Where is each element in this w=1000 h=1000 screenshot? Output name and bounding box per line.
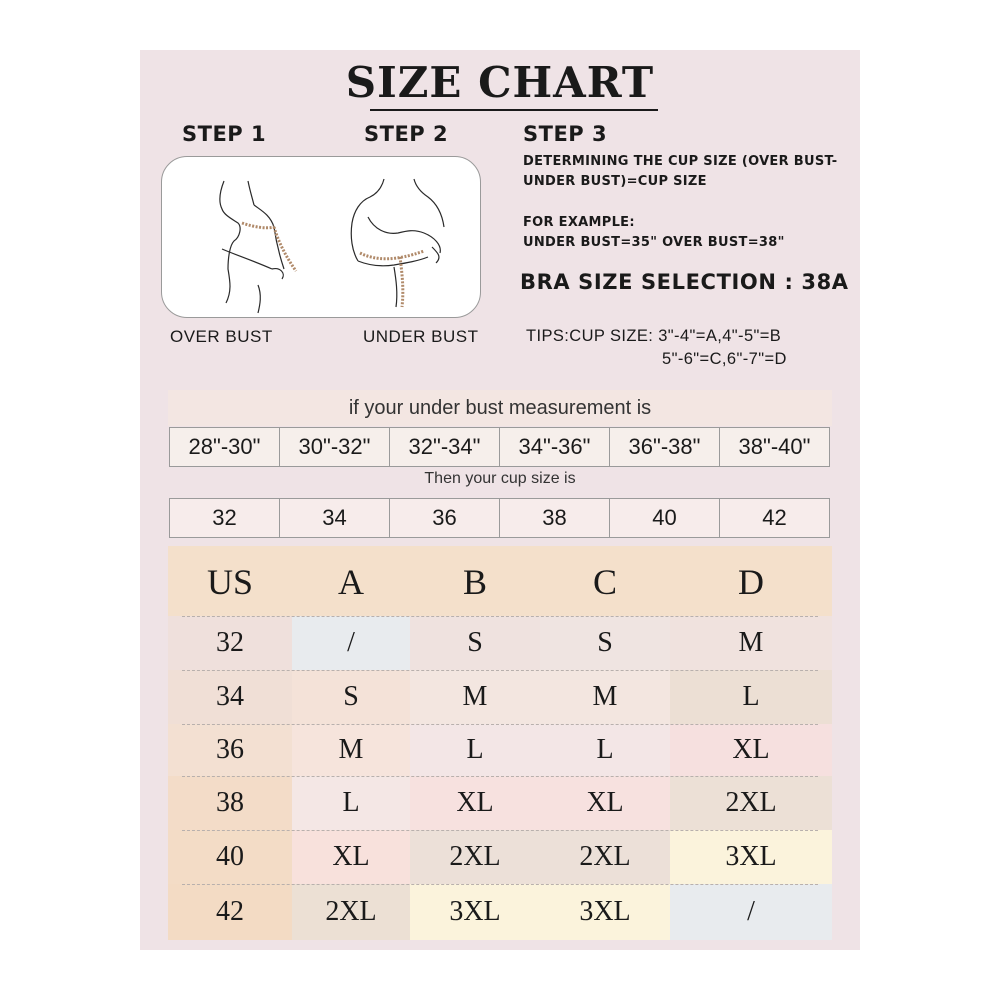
measuring-tape-under-icon — [360, 251, 424, 307]
step3-instruction-line1: DETERMINING THE CUP SIZE (OVER BUST- — [523, 154, 838, 169]
row-divider — [182, 776, 818, 777]
band-size-cell: 38 — [500, 499, 610, 537]
size-table-band-cell: 42 — [216, 896, 244, 927]
size-table-size-cell: S — [343, 681, 359, 712]
size-chart-card — [140, 50, 860, 950]
size-table-band-cell: 34 — [216, 681, 244, 712]
size-table-header-cup: B — [462, 562, 487, 602]
measuring-tape-over-icon — [242, 223, 296, 271]
then-cup-size-text: Then your cup size is — [424, 470, 576, 487]
row-divider — [182, 884, 818, 885]
under-bust-header: if your under bust measurement is — [168, 390, 832, 426]
size-table-size-cell: L — [596, 734, 614, 765]
measurement-illustration-box — [161, 156, 481, 318]
range-cell: 38"-40" — [738, 434, 811, 459]
size-table-size-cell: L — [742, 681, 760, 712]
size-table-band-cell: 38 — [216, 787, 244, 818]
size-table-size-cell: L — [342, 787, 360, 818]
size-table-size-cell: XL — [456, 787, 494, 818]
range-cell: 36"-38" — [610, 428, 720, 466]
title-underline — [370, 109, 658, 111]
band-size-cell: 34 — [280, 499, 390, 537]
size-table-size-cell: M — [338, 734, 364, 765]
size-table — [168, 546, 832, 940]
under-bust-range-row — [169, 427, 830, 467]
size-table-size-cell: M — [738, 627, 764, 658]
size-table-size-cell: M — [592, 681, 618, 712]
row-divider — [182, 830, 818, 831]
band-size-cell: 36 — [390, 499, 500, 537]
size-table-header-cup: C — [592, 562, 617, 602]
size-table-size-cell: 2XL — [449, 841, 501, 872]
size-table-size-cell: S — [597, 627, 613, 658]
over-bust-figure-icon — [220, 181, 284, 313]
row-divider — [182, 616, 818, 617]
size-table-size-cell: / — [347, 627, 355, 658]
size-table-header-cup: A — [338, 562, 364, 602]
tips-line1: TIPS:CUP SIZE: 3"-4"=A,4"-5"=B — [526, 327, 782, 345]
size-table-size-cell: XL — [586, 787, 624, 818]
measurement-illustration — [162, 157, 480, 317]
step-2-label: STEP 2 — [364, 122, 449, 146]
size-table-band-cell: 36 — [216, 734, 244, 765]
size-table-size-cell: XL — [732, 734, 770, 765]
size-table-size-cell: 2XL — [725, 787, 777, 818]
size-table-header-cup: D — [738, 562, 764, 602]
range-cell: 28"-30" — [170, 428, 280, 466]
under-bust-figure-icon — [351, 179, 444, 307]
range-cell: 32"-34" — [390, 428, 500, 466]
size-table-band-cell: 32 — [216, 627, 244, 658]
row-divider — [182, 724, 818, 725]
over-bust-caption: OVER BUST — [170, 327, 273, 346]
band-size-cell: 40 — [610, 499, 720, 537]
size-table-header-us: US — [206, 562, 254, 602]
step-1-label: STEP 1 — [182, 122, 267, 146]
under-bust-caption: UNDER BUST — [363, 327, 479, 346]
size-table-size-cell: XL — [332, 841, 370, 872]
size-table-size-cell: L — [466, 734, 484, 765]
range-cell: 34"-36" — [500, 428, 610, 466]
size-table-band-cell: 40 — [216, 841, 244, 872]
size-table-size-cell: S — [467, 627, 483, 658]
band-size-cell: 32 — [170, 499, 280, 537]
size-table-size-cell: 2XL — [579, 841, 631, 872]
page-title: SIZE CHART — [345, 58, 655, 107]
band-size-cell: 42 — [762, 505, 787, 530]
step3-instruction-line2: UNDER BUST)=CUP SIZE — [523, 174, 707, 189]
example-label: FOR EXAMPLE: — [523, 215, 635, 230]
band-size-row — [169, 498, 830, 538]
step-3-label: STEP 3 — [523, 122, 608, 146]
range-cell: 30"-32" — [280, 428, 390, 466]
size-table-size-cell: / — [747, 896, 755, 927]
size-table-size-cell: 2XL — [325, 896, 377, 927]
size-table-size-cell: M — [462, 681, 488, 712]
size-table-size-cell: 3XL — [449, 896, 501, 927]
size-table-size-cell: 3XL — [579, 896, 631, 927]
tips-line2: 5"-6"=C,6"-7"=D — [662, 350, 787, 368]
example-values: UNDER BUST=35" OVER BUST=38" — [523, 235, 785, 250]
size-table-size-cell: 3XL — [725, 841, 777, 872]
bra-size-selection: BRA SIZE SELECTION : 38A — [520, 270, 849, 294]
row-divider — [182, 670, 818, 671]
